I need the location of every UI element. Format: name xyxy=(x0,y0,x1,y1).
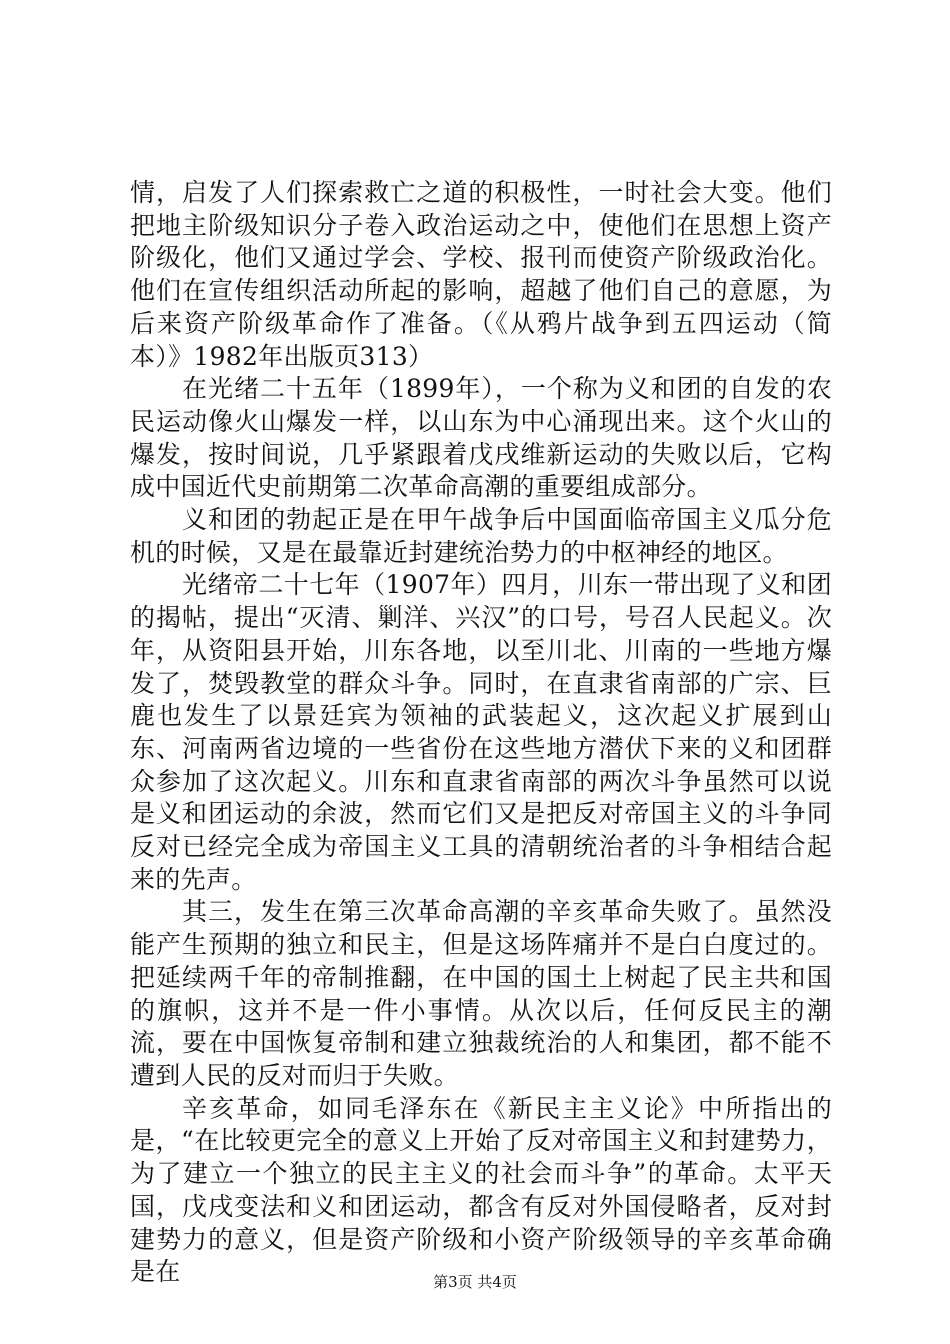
paragraph-3: 义和团的勃起正是在甲午战争后中国面临帝国主义瓜分危机的时候，又是在最靠近封建统治势力的中枢神经的地区。 xyxy=(130,505,832,567)
paragraph-1: 情，启发了人们探索救亡之道的积极性，一时社会大变。他们把地主阶级知识分子卷入政治运动之中，使他们在思想上资产阶级化，他们又通过学会、学校、报刊而使资产阶级政治化。他们在宣传组织活动所起的影响，超越了他们自己的意愿，为后来资产阶级革命作了准备。（《从鸦片战争到五四运动（简本）》1982年出版页313） xyxy=(130,178,832,371)
paragraph-6: 辛亥革命，如同毛泽东在《新民主主义论》中所指出的是，“在比较更完全的意义上开始了反对帝国主义和封建势力，为了建立一个独立的民主主义的社会而斗争”的革命。太平天国，戊戌变法和义和团运动，都含有反对外国侵略者，反对封建势力的意义，但是资产阶级和小资产阶级领导的辛亥革命确是在 xyxy=(130,1093,832,1287)
document-body xyxy=(130,177,832,1289)
page-number-label: 第3页 共4页 xyxy=(433,1273,517,1291)
paragraph-4: 光绪帝二十七年（1907年）四月，川东一带出现了义和团的揭帖，提出“灭清、剿洋、兴汉”的口号，号召人民起义。次年，从资阳县开始，川东各地，以至川北、川南的一些地方爆发了，焚毁教堂的群众斗争。同时，在直隶省南部的广宗、巨鹿也发生了以景廷宾为领袖的武装起义，这次起义扩展到山东、河南两省边境的一些省份在这些地方潜伏下来的义和团群众参加了这次起义。川东和直隶省南部的两次斗争虽然可以说是义和团运动的余波，然而它们又是把反对帝国主义的斗争同反对已经完全成为帝国主义工具的清朝统治者的斗争相结合起来的先声。 xyxy=(130,570,832,894)
paragraph-2: 在光绪二十五年（1899年），一个称为义和团的自发的农民运动像火山爆发一样，以山东为中心涌现出来。这个火山的爆发，按时间说，几乎紧跟着戊戌维新运动的失败以后，它构成中国近代史前期第二次革命高潮的重要组成部分。 xyxy=(130,374,832,502)
page-footer xyxy=(0,1272,950,1292)
paragraph-5: 其三，发生在第三次革命高潮的辛亥革命失败了。虽然没能产生预期的独立和民主，但是这场阵痛并不是白白度过的。把延续两千年的帝制推翻，在中国的国土上树起了民主共和国的旗帜，这并不是一件小事情。从次以后，任何反民主的潮流，要在中国恢复帝制和建立独裁统治的人和集团，都不能不遭到人民的反对而归于失败。 xyxy=(130,897,832,1090)
